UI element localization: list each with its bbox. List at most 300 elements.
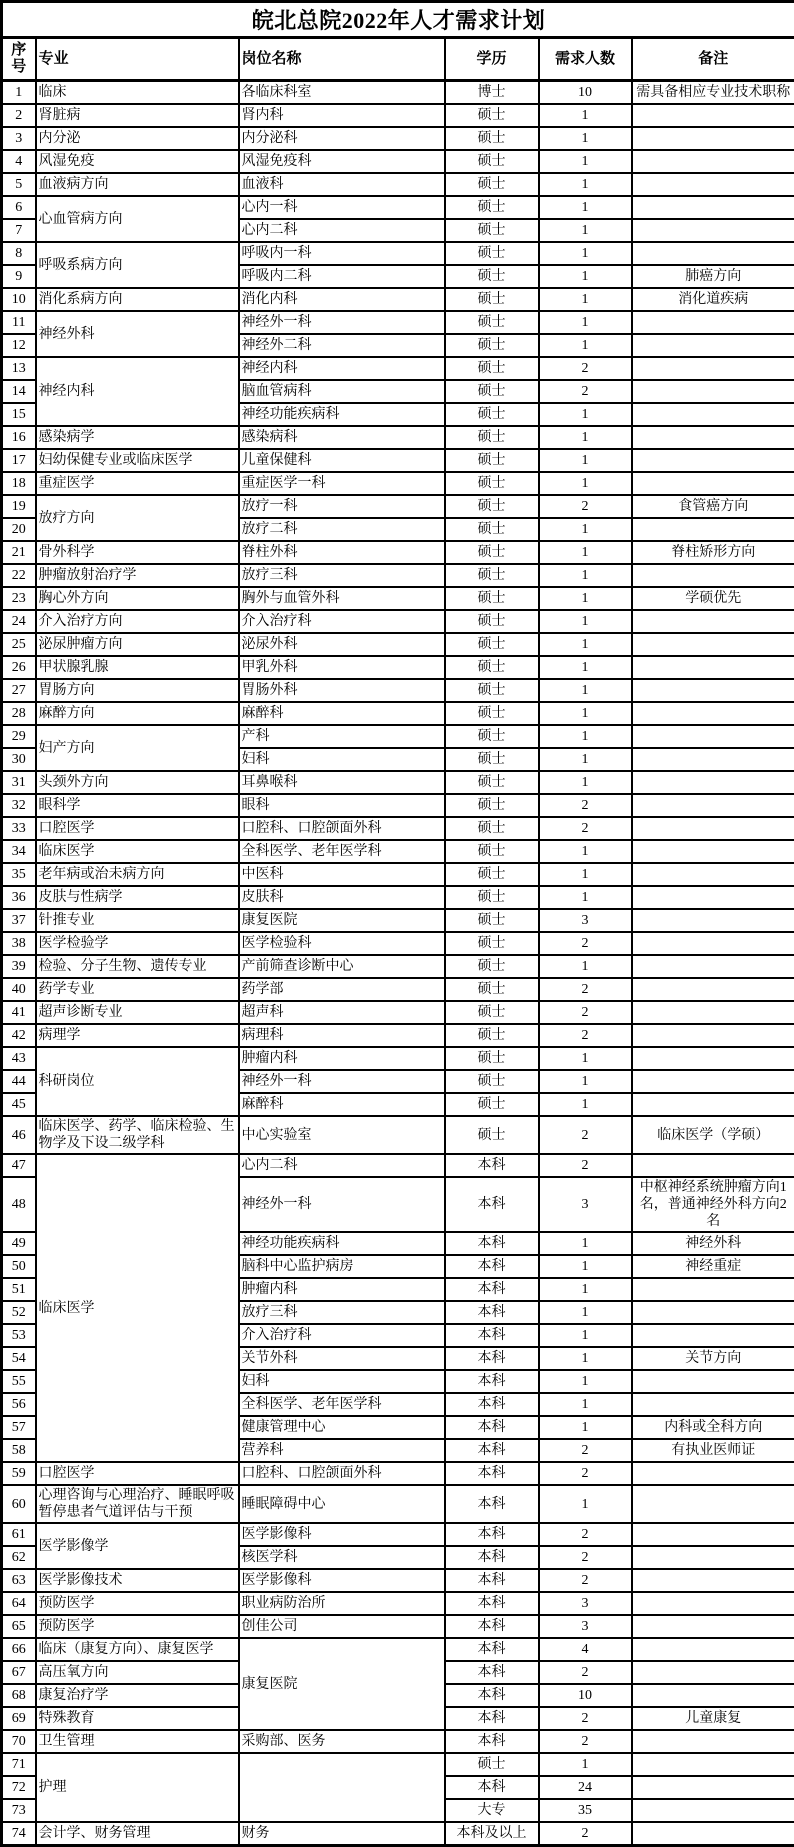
- cell-row-number: 12: [2, 334, 36, 357]
- cell-row-number: 5: [2, 173, 36, 196]
- cell-count: 1: [539, 1485, 632, 1523]
- cell-position: 儿童保健科: [239, 449, 445, 472]
- cell-count: 2: [539, 495, 632, 518]
- cell-degree: 硕士: [445, 978, 539, 1001]
- cell-degree: 硕士: [445, 794, 539, 817]
- cell-specialty: 药学专业: [36, 978, 239, 1001]
- cell-degree: 硕士: [445, 219, 539, 242]
- cell-note: [632, 1546, 794, 1569]
- cell-position: 产前筛查诊断中心: [239, 955, 445, 978]
- cell-degree: 本科: [445, 1301, 539, 1324]
- cell-note: [632, 1301, 794, 1324]
- cell-degree: 硕士: [445, 1093, 539, 1116]
- cell-degree: 本科: [445, 1569, 539, 1592]
- cell-count: 1: [539, 886, 632, 909]
- cell-row-number: 6: [2, 196, 36, 219]
- cell-row-number: 24: [2, 610, 36, 633]
- cell-note: [632, 449, 794, 472]
- cell-row-number: 4: [2, 150, 36, 173]
- cell-degree: 本科: [445, 1439, 539, 1462]
- cell-specialty: 超声诊断专业: [36, 1001, 239, 1024]
- cell-note: [632, 1569, 794, 1592]
- cell-note: [632, 771, 794, 794]
- cell-count: 3: [539, 1615, 632, 1638]
- cell-count: 1: [539, 449, 632, 472]
- cell-degree: 硕士: [445, 449, 539, 472]
- cell-position: 职业病防治所: [239, 1592, 445, 1615]
- cell-count: 2: [539, 1569, 632, 1592]
- cell-count: 1: [539, 702, 632, 725]
- cell-count: 2: [539, 1154, 632, 1177]
- table-row: [2, 564, 794, 587]
- cell-note: [632, 1070, 794, 1093]
- cell-position: 放疗二科: [239, 518, 445, 541]
- cell-count: 1: [539, 311, 632, 334]
- cell-note: [632, 311, 794, 334]
- cell-position: 医学影像科: [239, 1523, 445, 1546]
- cell-degree: 硕士: [445, 1753, 539, 1776]
- cell-specialty: 妇幼保健专业或临床医学: [36, 449, 239, 472]
- cell-note: 关节方向: [632, 1347, 794, 1370]
- cell-degree: 硕士: [445, 840, 539, 863]
- table-row: [2, 426, 794, 449]
- cell-position: 创佳公司: [239, 1615, 445, 1638]
- table-row: [2, 610, 794, 633]
- cell-position: 睡眠障碍中心: [239, 1485, 445, 1523]
- cell-degree: 本科: [445, 1523, 539, 1546]
- cell-count: 1: [539, 518, 632, 541]
- cell-count: 24: [539, 1776, 632, 1799]
- cell-degree: 本科: [445, 1730, 539, 1753]
- cell-specialty: 检验、分子生物、遗传专业: [36, 955, 239, 978]
- cell-position: 皮肤科: [239, 886, 445, 909]
- cell-degree: 硕士: [445, 656, 539, 679]
- cell-count: 10: [539, 81, 632, 105]
- cell-position: 脑科中心监护病房: [239, 1255, 445, 1278]
- cell-degree: 硕士: [445, 932, 539, 955]
- cell-specialty: 卫生管理: [36, 1730, 239, 1753]
- table-row: [2, 978, 794, 1001]
- cell-specialty: 麻醉方向: [36, 702, 239, 725]
- cell-degree: 本科: [445, 1232, 539, 1255]
- cell-note: [632, 1485, 794, 1523]
- cell-position: 耳鼻喉科: [239, 771, 445, 794]
- cell-note: [632, 1154, 794, 1177]
- cell-position: 麻醉科: [239, 1093, 445, 1116]
- cell-count: 1: [539, 863, 632, 886]
- cell-degree: 硕士: [445, 288, 539, 311]
- cell-position: 健康管理中心: [239, 1416, 445, 1439]
- table-row: [2, 311, 794, 334]
- cell-degree: 硕士: [445, 610, 539, 633]
- cell-specialty: 头颈外方向: [36, 771, 239, 794]
- cell-position: 泌尿外科: [239, 633, 445, 656]
- cell-note: [632, 1684, 794, 1707]
- cell-row-number: 8: [2, 242, 36, 265]
- cell-row-number: 31: [2, 771, 36, 794]
- cell-count: 1: [539, 1347, 632, 1370]
- table-row: [2, 817, 794, 840]
- cell-count: 2: [539, 1730, 632, 1753]
- cell-count: 1: [539, 1278, 632, 1301]
- cell-note: [632, 679, 794, 702]
- cell-note: [632, 1047, 794, 1070]
- table-row: [2, 1753, 794, 1776]
- cell-position: 消化内科: [239, 288, 445, 311]
- cell-note: [632, 1278, 794, 1301]
- cell-degree: 硕士: [445, 196, 539, 219]
- cell-row-number: 59: [2, 1462, 36, 1485]
- table-row: [2, 840, 794, 863]
- table-row: [2, 81, 794, 105]
- cell-specialty: 消化系病方向: [36, 288, 239, 311]
- cell-count: 2: [539, 1546, 632, 1569]
- table-row: [2, 242, 794, 265]
- cell-count: 1: [539, 564, 632, 587]
- cell-row-number: 17: [2, 449, 36, 472]
- cell-degree: 本科: [445, 1347, 539, 1370]
- cell-row-number: 1: [2, 81, 36, 105]
- cell-position: 医学影像科: [239, 1569, 445, 1592]
- cell-degree: 硕士: [445, 311, 539, 334]
- cell-degree: 本科: [445, 1661, 539, 1684]
- cell-count: 1: [539, 1301, 632, 1324]
- cell-specialty: 妇产方向: [36, 725, 239, 771]
- cell-row-number: 9: [2, 265, 36, 288]
- cell-note: [632, 1093, 794, 1116]
- cell-position: 神经外一科: [239, 311, 445, 334]
- cell-position: 放疗一科: [239, 495, 445, 518]
- cell-degree: 硕士: [445, 955, 539, 978]
- cell-row-number: 29: [2, 725, 36, 748]
- cell-count: 2: [539, 978, 632, 1001]
- table-row: [2, 1485, 794, 1523]
- table-row: [2, 886, 794, 909]
- cell-row-number: 68: [2, 1684, 36, 1707]
- cell-degree: 硕士: [445, 334, 539, 357]
- table-row: [2, 357, 794, 380]
- cell-degree: 硕士: [445, 265, 539, 288]
- cell-specialty: 泌尿肿瘤方向: [36, 633, 239, 656]
- cell-specialty: 医学检验学: [36, 932, 239, 955]
- cell-specialty: 预防医学: [36, 1615, 239, 1638]
- cell-degree: 本科: [445, 1684, 539, 1707]
- cell-row-number: 64: [2, 1592, 36, 1615]
- cell-count: 2: [539, 794, 632, 817]
- cell-specialty: 胸心外方向: [36, 587, 239, 610]
- cell-degree: 本科: [445, 1154, 539, 1177]
- cell-degree: 硕士: [445, 1116, 539, 1154]
- cell-note: [632, 909, 794, 932]
- cell-position: 采购部、医务: [239, 1730, 445, 1753]
- cell-specialty: 内分泌: [36, 127, 239, 150]
- cell-note: [632, 1592, 794, 1615]
- cell-specialty: 预防医学: [36, 1592, 239, 1615]
- cell-note: 食管癌方向: [632, 495, 794, 518]
- cell-note: [632, 564, 794, 587]
- cell-row-number: 57: [2, 1416, 36, 1439]
- cell-specialty: 皮肤与性病学: [36, 886, 239, 909]
- cell-specialty: 心理咨询与心理治疗、睡眠呼吸暂停患者气道评估与干预: [36, 1485, 239, 1523]
- cell-position: 病理科: [239, 1024, 445, 1047]
- cell-note: [632, 1638, 794, 1661]
- cell-position: 呼吸内一科: [239, 242, 445, 265]
- cell-specialty: 临床: [36, 81, 239, 105]
- table-row: [2, 495, 794, 518]
- cell-row-number: 53: [2, 1324, 36, 1347]
- cell-row-number: 51: [2, 1278, 36, 1301]
- cell-specialty: 放疗方向: [36, 495, 239, 541]
- table-row: [2, 1047, 794, 1070]
- cell-position: 感染病科: [239, 426, 445, 449]
- cell-degree: 硕士: [445, 863, 539, 886]
- cell-specialty: 特殊教育: [36, 1707, 239, 1730]
- cell-row-number: 42: [2, 1024, 36, 1047]
- cell-row-number: 38: [2, 932, 36, 955]
- cell-position: 脑血管病科: [239, 380, 445, 403]
- cell-specialty: 临床医学: [36, 1154, 239, 1462]
- cell-degree: 博士: [445, 81, 539, 105]
- table-row: [2, 587, 794, 610]
- cell-position: 肿瘤内科: [239, 1278, 445, 1301]
- cell-count: 2: [539, 357, 632, 380]
- cell-specialty: 护理: [36, 1753, 239, 1822]
- cell-count: 2: [539, 1001, 632, 1024]
- cell-position: 神经内科: [239, 357, 445, 380]
- cell-note: [632, 219, 794, 242]
- cell-position: 介入治疗科: [239, 610, 445, 633]
- table-row: [2, 173, 794, 196]
- cell-degree: 硕士: [445, 104, 539, 127]
- cell-degree: 本科: [445, 1615, 539, 1638]
- cell-count: 1: [539, 1047, 632, 1070]
- cell-degree: 本科: [445, 1485, 539, 1523]
- table-row: [2, 702, 794, 725]
- table-row: [2, 863, 794, 886]
- cell-row-number: 23: [2, 587, 36, 610]
- cell-row-number: 10: [2, 288, 36, 311]
- cell-note: 内科或全科方向: [632, 1416, 794, 1439]
- table-row: [2, 1730, 794, 1753]
- cell-degree: 硕士: [445, 725, 539, 748]
- cell-position: 重症医学一科: [239, 472, 445, 495]
- cell-position: 神经外二科: [239, 334, 445, 357]
- cell-count: 1: [539, 472, 632, 495]
- cell-degree: 硕士: [445, 702, 539, 725]
- cell-row-number: 30: [2, 748, 36, 771]
- cell-specialty: 风湿免疫: [36, 150, 239, 173]
- cell-specialty: 感染病学: [36, 426, 239, 449]
- cell-count: 1: [539, 1753, 632, 1776]
- cell-row-number: 20: [2, 518, 36, 541]
- cell-degree: 本科: [445, 1393, 539, 1416]
- cell-position: 口腔科、口腔颌面外科: [239, 817, 445, 840]
- cell-row-number: 43: [2, 1047, 36, 1070]
- cell-count: 2: [539, 1822, 632, 1846]
- cell-count: 3: [539, 1592, 632, 1615]
- table-title-row: [2, 2, 794, 38]
- cell-count: 2: [539, 1661, 632, 1684]
- cell-specialty: 医学影像学: [36, 1523, 239, 1569]
- cell-specialty: 康复治疗学: [36, 1684, 239, 1707]
- cell-note: [632, 426, 794, 449]
- cell-count: 1: [539, 1232, 632, 1255]
- cell-specialty: 介入治疗方向: [36, 610, 239, 633]
- cell-note: [632, 610, 794, 633]
- cell-degree: 硕士: [445, 150, 539, 173]
- cell-count: 1: [539, 748, 632, 771]
- cell-position: 口腔科、口腔颌面外科: [239, 1462, 445, 1485]
- table-row: [2, 1001, 794, 1024]
- cell-degree: 硕士: [445, 587, 539, 610]
- cell-note: [632, 518, 794, 541]
- cell-row-number: 54: [2, 1347, 36, 1370]
- cell-row-number: 58: [2, 1439, 36, 1462]
- cell-degree: 硕士: [445, 380, 539, 403]
- cell-count: 1: [539, 242, 632, 265]
- cell-position: 超声科: [239, 1001, 445, 1024]
- cell-count: 1: [539, 656, 632, 679]
- table-row: [2, 932, 794, 955]
- cell-specialty: 医学影像技术: [36, 1569, 239, 1592]
- cell-position: 介入治疗科: [239, 1324, 445, 1347]
- cell-count: 1: [539, 219, 632, 242]
- column-header-count: 需求人数: [539, 38, 632, 81]
- cell-note: [632, 1776, 794, 1799]
- cell-row-number: 47: [2, 1154, 36, 1177]
- cell-note: 学硕优先: [632, 587, 794, 610]
- cell-row-number: 48: [2, 1177, 36, 1232]
- cell-row-number: 50: [2, 1255, 36, 1278]
- table-row: [2, 472, 794, 495]
- cell-note: [632, 1661, 794, 1684]
- cell-position: 麻醉科: [239, 702, 445, 725]
- cell-note: 儿童康复: [632, 1707, 794, 1730]
- cell-row-number: 28: [2, 702, 36, 725]
- cell-position: 妇科: [239, 748, 445, 771]
- table-row: [2, 1462, 794, 1485]
- cell-specialty: 高压氧方向: [36, 1661, 239, 1684]
- cell-degree: 硕士: [445, 817, 539, 840]
- cell-position: 脊柱外科: [239, 541, 445, 564]
- cell-note: [632, 104, 794, 127]
- cell-degree: 硕士: [445, 564, 539, 587]
- column-header-no: 序号: [2, 38, 36, 81]
- cell-count: 1: [539, 1416, 632, 1439]
- cell-position: 心内一科: [239, 196, 445, 219]
- cell-position: 心内二科: [239, 219, 445, 242]
- cell-row-number: 67: [2, 1661, 36, 1684]
- cell-count: 1: [539, 104, 632, 127]
- cell-position: 神经功能疾病科: [239, 403, 445, 426]
- cell-degree: 硕士: [445, 909, 539, 932]
- column-header-specialty: 专业: [36, 38, 239, 81]
- cell-row-number: 26: [2, 656, 36, 679]
- table-row: [2, 1638, 794, 1661]
- cell-note: [632, 932, 794, 955]
- cell-count: 2: [539, 1439, 632, 1462]
- cell-degree: 本科: [445, 1278, 539, 1301]
- cell-row-number: 37: [2, 909, 36, 932]
- table-row: [2, 196, 794, 219]
- cell-degree: 硕士: [445, 748, 539, 771]
- cell-row-number: 52: [2, 1301, 36, 1324]
- cell-degree: 本科: [445, 1416, 539, 1439]
- cell-count: 1: [539, 771, 632, 794]
- cell-row-number: 55: [2, 1370, 36, 1393]
- cell-degree: 本科: [445, 1324, 539, 1347]
- table-row: [2, 150, 794, 173]
- cell-row-number: 73: [2, 1799, 36, 1822]
- cell-row-number: 27: [2, 679, 36, 702]
- cell-specialty: 临床医学、药学、临床检验、生物学及下设二级学科: [36, 1116, 239, 1154]
- cell-note: [632, 840, 794, 863]
- cell-row-number: 40: [2, 978, 36, 1001]
- cell-note: [632, 1730, 794, 1753]
- table-body: [2, 81, 794, 1846]
- cell-degree: 硕士: [445, 886, 539, 909]
- cell-degree: 硕士: [445, 127, 539, 150]
- cell-note: [632, 150, 794, 173]
- cell-note: [632, 1370, 794, 1393]
- cell-row-number: 71: [2, 1753, 36, 1776]
- cell-position: 中医科: [239, 863, 445, 886]
- cell-count: 2: [539, 1116, 632, 1154]
- cell-specialty: 眼科学: [36, 794, 239, 817]
- cell-degree: 硕士: [445, 1070, 539, 1093]
- table-header-row: [2, 38, 794, 81]
- table-row: [2, 1154, 794, 1177]
- cell-note: [632, 1462, 794, 1485]
- cell-count: 10: [539, 1684, 632, 1707]
- cell-degree: 硕士: [445, 426, 539, 449]
- page-title: 皖北总院2022年人才需求计划: [2, 2, 794, 38]
- cell-degree: 本科: [445, 1255, 539, 1278]
- table-row: [2, 909, 794, 932]
- cell-degree: 硕士: [445, 633, 539, 656]
- cell-degree: 本科: [445, 1177, 539, 1232]
- cell-count: 1: [539, 587, 632, 610]
- cell-position: 放疗三科: [239, 564, 445, 587]
- cell-count: 1: [539, 840, 632, 863]
- cell-position: 肾内科: [239, 104, 445, 127]
- cell-note: 神经重症: [632, 1255, 794, 1278]
- cell-row-number: 15: [2, 403, 36, 426]
- cell-count: 35: [539, 1799, 632, 1822]
- cell-row-number: 11: [2, 311, 36, 334]
- cell-count: 1: [539, 288, 632, 311]
- cell-position: 康复医院: [239, 909, 445, 932]
- cell-position: 营养科: [239, 1439, 445, 1462]
- cell-note: [632, 127, 794, 150]
- cell-row-number: 70: [2, 1730, 36, 1753]
- cell-note: [632, 1523, 794, 1546]
- cell-position: 全科医学、老年医学科: [239, 1393, 445, 1416]
- cell-note: [632, 955, 794, 978]
- cell-degree: 硕士: [445, 541, 539, 564]
- table-row: [2, 679, 794, 702]
- cell-degree: 硕士: [445, 242, 539, 265]
- cell-count: 1: [539, 610, 632, 633]
- cell-degree: 本科及以上: [445, 1822, 539, 1846]
- cell-position: 财务: [239, 1822, 445, 1846]
- cell-specialty: 临床医学: [36, 840, 239, 863]
- cell-row-number: 74: [2, 1822, 36, 1846]
- cell-count: 1: [539, 150, 632, 173]
- cell-row-number: 33: [2, 817, 36, 840]
- cell-note: [632, 357, 794, 380]
- cell-note: 消化道疾病: [632, 288, 794, 311]
